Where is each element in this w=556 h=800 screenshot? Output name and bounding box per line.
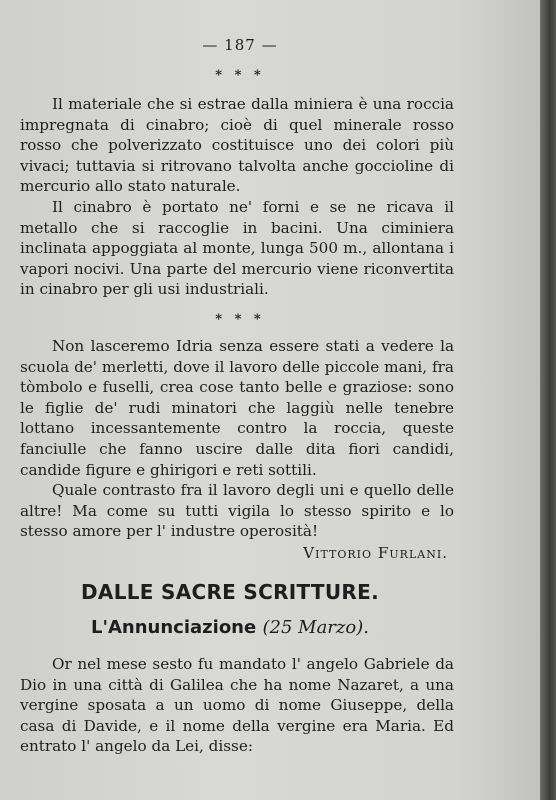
page-number: — 187 — [202, 36, 278, 54]
paragraph: Non lasceremo Idria senza essere stati a vedere la scuola de' merletti, dove il lavoro delle piccole mani, fra tòmbolo e fuselli, crea cose tanto belle e graziose: sono le figlie de' rudi minatori che laggiù nelle tenebre lottano incessantemente contro la roccia, queste fanciulle che fanno uscire dalle dita fiori candidi, candide figure e ghirigori e reti sottili. [20, 337, 454, 479]
section-heading: DALLE SACRE SCRITTURE. [81, 580, 379, 604]
section-separator: * * * [215, 312, 265, 327]
section-2 [20, 336, 454, 564]
chapter-date: (25 Marzo). [262, 617, 369, 638]
section-separator: * * * [215, 68, 265, 83]
book-binding-edge [540, 0, 556, 800]
chapter-title [0, 617, 460, 638]
section-3 [20, 654, 454, 757]
paragraph: Il materiale che si estrae dalla miniera è una roccia impregnata di cinabro; cioè di quel minerale rosso rosso che polverizzato costituisce uno dei colori più vivaci; tuttavia si ritrovano talvolta anche goccioline di mercurio allo stato naturale. [20, 95, 454, 196]
chapter-title-text: L'Annunciazione [91, 617, 257, 638]
paragraph: Quale contrasto fra il lavoro degli uni e quello delle altre! Ma come su tutti vigila lo stesso spirito e lo stesso amore per l' industre operosità! [20, 481, 454, 541]
paragraph: Or nel mese sesto fu mandato l' angelo Gabriele da Dio in una città di Galilea che ha nome Nazaret, a una vergine sposata a un uomo di nome Giuseppe, della casa di Davide, e il nome della vergine era Maria. Ed entrato l' angelo da Lei, disse: [20, 655, 454, 756]
author-signature: Vittorio Furlani. [303, 543, 448, 562]
section-1 [20, 94, 454, 300]
paragraph: Il cinabro è portato ne' forni e se ne ricava il metallo che si raccoglie in bacini. Una ciminiera inclinata appoggiata al monte, lunga 500 m., allontana i vapori nocivi. Una parte del mercurio viene riconvertita in cinabro per gli usi industriali. [20, 197, 454, 299]
